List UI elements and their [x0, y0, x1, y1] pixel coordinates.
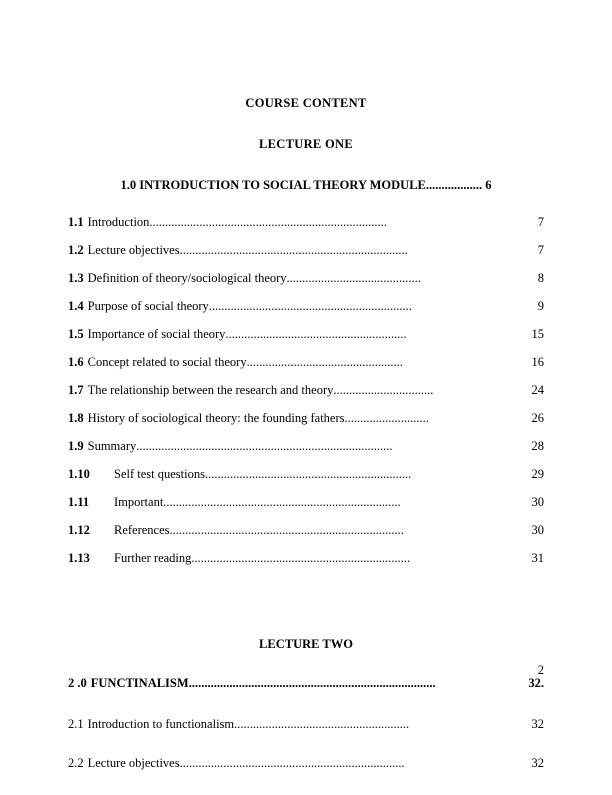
toc-leader: ........................................................................ [179, 756, 405, 770]
toc-row [68, 243, 544, 258]
toc-leader: ......................................................................... [179, 243, 408, 257]
toc-number: 1.4 [68, 299, 84, 313]
page-title: COURSE CONTENT [245, 96, 367, 110]
toc-number: 2 .0 [68, 676, 87, 690]
toc-leader: ........................... [344, 411, 429, 425]
toc-label: References [114, 523, 170, 537]
toc-number: 1.13 [68, 551, 90, 565]
page-number: 2 [537, 663, 544, 677]
toc-module-leader: .................. [425, 178, 483, 192]
toc-content [68, 96, 544, 795]
toc-leader: ............................................................................ [149, 215, 387, 229]
toc-page: 32 [531, 717, 544, 731]
toc-page: 9 [537, 299, 544, 313]
toc-row [68, 411, 544, 426]
toc-label: Concept related to social theory [87, 355, 247, 369]
toc-page: 28 [531, 439, 544, 453]
toc-page: 29 [531, 467, 544, 481]
toc-page: 16 [531, 355, 544, 369]
toc-leader: .................................................................................. [136, 439, 393, 453]
toc-page: 7 [537, 243, 544, 257]
toc-label: History of sociological theory: the founding fathers [87, 411, 345, 425]
toc-label: Introduction [87, 215, 150, 229]
toc-number: 1.8 [68, 411, 84, 425]
toc-number: 1.9 [68, 439, 84, 453]
toc-label: Further reading [114, 551, 192, 565]
toc-number: 1.11 [68, 495, 90, 509]
toc-label: Lecture objectives [87, 756, 180, 770]
toc-label: Summary [87, 439, 137, 453]
toc-leader: ........................................................................... [169, 523, 404, 537]
toc-label: Importance of social theory [87, 327, 226, 341]
toc-leader: .................................................. [246, 355, 403, 369]
toc-page: 26 [531, 411, 544, 425]
toc-leader: ........................................... [286, 271, 421, 285]
toc-page: 30 [531, 523, 544, 537]
toc-leader: ................................ [333, 383, 434, 397]
toc-entry-functionalism [68, 676, 544, 691]
toc-leader: .......................................................... [225, 327, 407, 341]
toc-page: 31 [531, 551, 544, 565]
toc-row [68, 383, 544, 398]
toc-entry-module [68, 178, 544, 193]
toc-page: 30 [531, 495, 544, 509]
toc-label: Important [114, 495, 164, 509]
lecture-two-heading: LECTURE TWO [259, 637, 353, 651]
toc-page: 24 [531, 383, 544, 397]
toc-leader: ............................................................................ [163, 495, 401, 509]
toc-number: 1.10 [68, 467, 90, 481]
toc-leader: ........................................................ [234, 717, 410, 731]
toc-row [68, 355, 544, 370]
toc-number: 1.6 [68, 355, 84, 369]
toc-number: 1.12 [68, 523, 90, 537]
toc-number: 2.1 [68, 717, 84, 731]
toc-label: Introduction to functionalism [87, 717, 235, 731]
toc-row [68, 271, 544, 286]
toc-page: 8 [537, 271, 544, 285]
toc-row [68, 215, 544, 230]
toc-row [68, 495, 544, 510]
toc-page: 32. [528, 676, 544, 690]
toc-page: 32 [531, 756, 544, 770]
toc-row [68, 523, 544, 538]
toc-number: 1.1 [68, 215, 84, 229]
toc-label: Lecture objectives [87, 243, 180, 257]
toc-row [68, 756, 544, 771]
toc-label: The relationship between the research and theory [87, 383, 334, 397]
toc-number: 2.2 [68, 756, 84, 770]
toc-leader: ................................................................. [208, 299, 412, 313]
toc-leader: .................................................................. [204, 467, 412, 481]
toc-row [68, 299, 544, 314]
toc-row [68, 327, 544, 342]
toc-number: 1.3 [68, 271, 84, 285]
toc-leader: ...................................................................... [191, 551, 411, 565]
toc-page: 7 [537, 215, 544, 229]
toc-number: 1.5 [68, 327, 84, 341]
section-spacer [68, 579, 544, 637]
toc-row [68, 717, 544, 732]
toc-label: FUNCTINALISM [90, 676, 189, 690]
toc-module-label: 1.0 INTRODUCTION TO SOCIAL THEORY MODULE [120, 178, 426, 192]
toc-label: Purpose of social theory [87, 299, 209, 313]
toc-page: 15 [531, 327, 544, 341]
toc-label: Self test questions [114, 467, 205, 481]
toc-number: 1.7 [68, 383, 84, 397]
lecture-one-heading: LECTURE ONE [259, 137, 353, 151]
toc-leader: ............................................................................... [188, 676, 436, 690]
toc-module-page: 6 [485, 178, 492, 192]
toc-label: Definition of theory/sociological theory [87, 271, 287, 285]
toc-row [68, 467, 544, 482]
toc-number: 1.2 [68, 243, 84, 257]
toc-row [68, 551, 544, 566]
toc-row [68, 439, 544, 454]
